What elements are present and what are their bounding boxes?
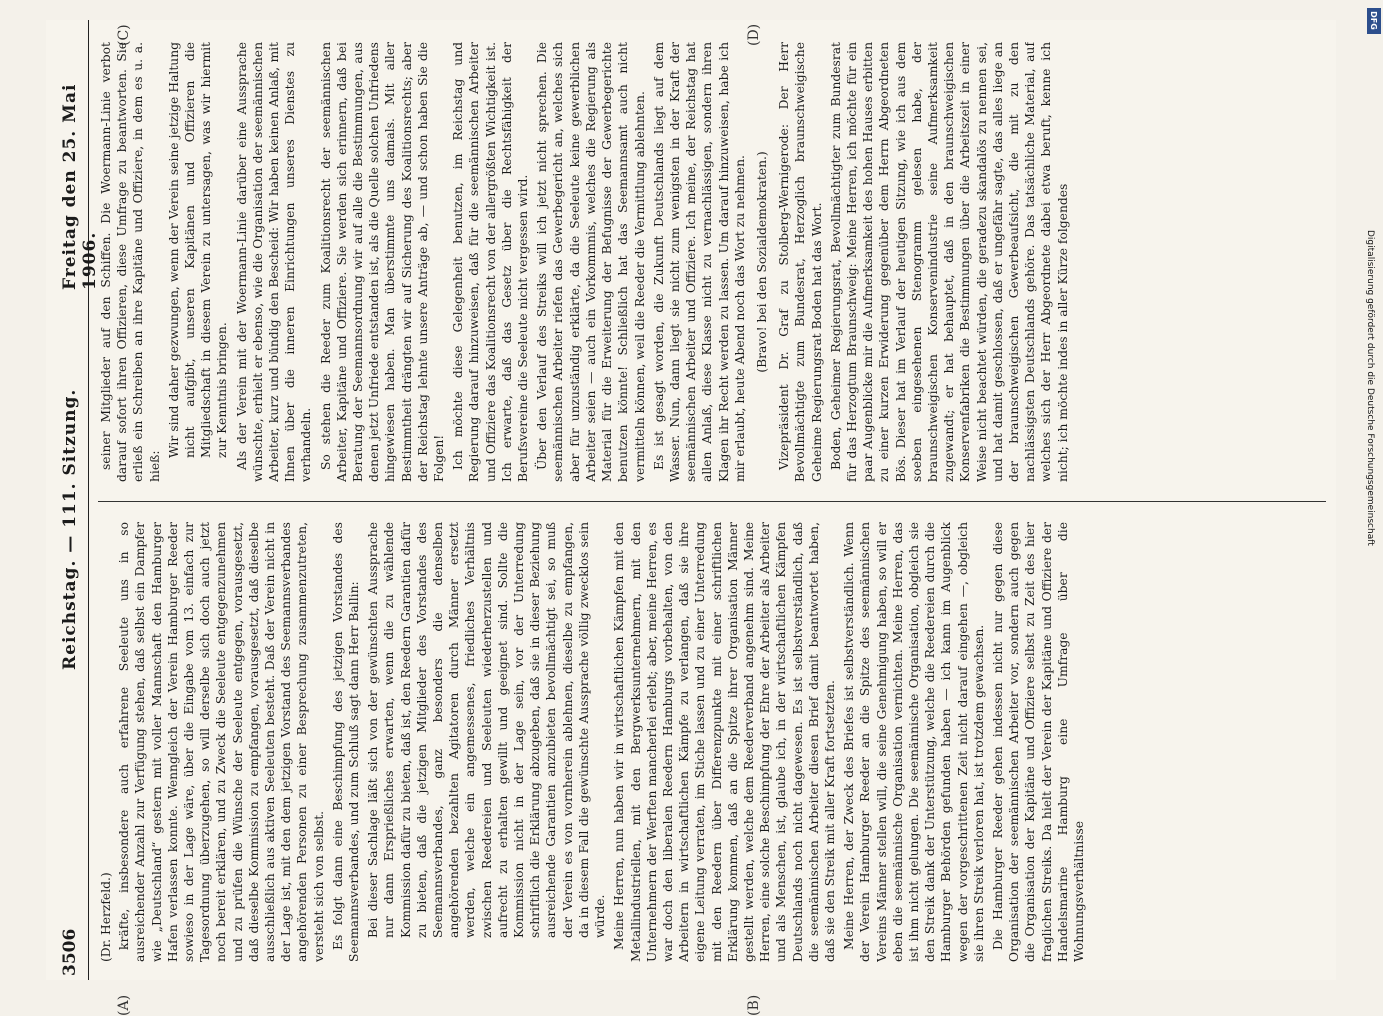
document-page bbox=[46, 20, 1336, 1016]
left-column bbox=[98, 522, 1326, 962]
speaker-label: (Dr. Herzfeld.) bbox=[99, 872, 113, 962]
page-number: 3506 bbox=[60, 928, 80, 976]
right-column bbox=[98, 42, 1326, 482]
paragraph: kräfte, insbesondere auch erfahrene Seeleute uns in so ausreichender Anzahl zur Verfügung stehen, daß selbst ein Dampfer wie „Deutschland“ gestern mit voller Mannschaft den Hamburger Hafen verlassen konnte. Wenngleich der Verein Hamburger Reeder sowieso in der Lage wäre, über die Eingabe vom 13. einfach zur Tagesordnung überzugehen, so will derselbe sich doch auch jetzt noch bereit erklären, und zu Zweck die Seeleute entgegenzunehmen und zu prüfen die Wünsche der Seeleute entgegen, vorausgesetzt, daß dieselbe Kommission zu empfangen, vorausgesetzt, daß dieselbe ausschließlich aus aktiven Seeleuten besteht. Daß der Verein nicht in der Lage ist, mit den dem jetzigen Vorstand des Seemannsverbandes angehörenden Personen zu einer Besprechung zusammenzutreten, versteht sich von selbst. bbox=[117, 522, 326, 962]
margin-marker-a: (A) bbox=[116, 994, 132, 1016]
margin-marker-c: (C) bbox=[116, 24, 132, 46]
boden-speech: Boden, Geheimer Regierungsrat, Bevollmächtigter zum Bundesrat für das Herzogtum Braunschweig: Meine Herren, ich möchte für ein paar Augenblicke mir die Aufmerksamkeit des hohen Hauses erbitten zu einer kurzen Erwiderung gegenüber dem Herrn Abgeordneten Bös. Dieser hat im Verlauf der heutigen Sitzung, wie ich aus dem soeben eingesehenen Stenogramm gelesen habe, der braunschweigischen Konservenindustrie seine Aufmerksamkeit zugewandt; er hat behauptet, daß in den braunschweigischen Konservenfabriken die Bestimmungen über die Arbeitszeit in einer Weise nicht beachtet würden, die geradezu skandalös zu nennen sei, und hat damit geschlossen, daß er ungefähr sagte, das alles liege an der braunschweigischen Gewerbeaufsicht, die mit zu den nachlässigsten Deutschlands gehöre. Das tatsächliche Material, auf welches sich der Herr Abgeordnete dabei etwa beruft, kenne ich nicht; ich möchte indes in aller Kürze folgendes bbox=[828, 42, 1070, 482]
paragraph: Über den Verlauf des Streiks will ich jetzt nicht sprechen. Die seemännischen Arbeiter riefen das Gewerbegericht an, welches sich aber für unzuständig erklärte, da die Seeleute keine gewerblichen Arbeiter seien — auch ein Vorkommnis, welches die Regierung als Material für die Erweiterung der Befugnisse der Gewerbegerichte benutzen könnte! Schließlich hat das Seemannsamt auch nicht vermitteln können, weil die Reeder die Vermittlung ablehnten. bbox=[535, 42, 647, 482]
paragraph: Meine Herren, der Zweck des Briefes ist selbstverständlich. Wenn der Verein Hamburger Reeder an die Spitze des seemännischen Vereins Männer stellen will, die seine Genehmigung haben, so will er eben die seemännische Organisation vernichten. Meine Herren, das ist ihm nicht gelungen. Die seemännische Organisation, obgleich sie den Streik dank der Unterstützung, welche die Reedereien durch die Hamburger Behörden gefunden haben — ich kann im Augenblick wegen der vorgeschrittenen Zeit nicht darauf eingehen —, obgleich sie ihren Streik verloren hat, ist trotzdem gewachsen. bbox=[842, 522, 986, 962]
applause-note: (Bravo! bei den Sozialdemokraten.) bbox=[754, 151, 769, 373]
paragraph: Ich möchte diese Gelegenheit benutzen, im Reichstag und Regierung darauf hinzuweisen, daß für die seemännischen Arbeiter und Offiziere das Koalitionsrecht von der allergrößten Wichtigkeit ist. Ich erwarte, daß das Gesetz über die Rechtsfähigkeit der Berufsvereine die Seeleute nicht vergessen wird. bbox=[451, 42, 531, 482]
paragraph: seiner Mitglieder auf den Schiffen. Die Woermann-Linie verbot darauf sofort ihren Offizieren, diese Umfrage zu beantworten. Sie erließ ein Schreiben an ihre Kapitäne und Offiziere, in dem es u. a. hieß: bbox=[99, 42, 162, 482]
margin-marker-d: (D) bbox=[746, 23, 762, 46]
paragraph: So stehen die Reeder zum Koalitionsrecht der seemännischen Arbeiter, Kapitäne und Offiziere. Sie werden sich erinnern, daß bei Beratung der Seemannsordnung wir auf alle die Bestimmungen, aus denen jetzt Unfriede entstanden ist, als die Quelle solchen Unfriedens hingewiesen haben. Man überstimmte uns damals. Mit aller Bestimmtheit drängten wir auf Sicherung des Koalitionsrechts; aber der Reichstag lehnte unsere Anträge ab, — und schon haben Sie die Folgen! bbox=[318, 42, 447, 482]
president-announcement: Vizepräsident Dr. Graf zu Stolberg-Wernigerode: Der Herr Bevollmächtigte zum Bundesrat, Herzoglich braunschweigische Geheime Regierungsrat Boden hat das Wort. bbox=[777, 42, 824, 482]
paragraph: Die Hamburger Reeder gehen indessen nicht nur gegen diese Organisation der seemännischen Arbeiter vor, sondern auch gegen die Organisation der Kapitäne und Offiziere selbst zu Zeit des hier fraglichen Streiks. Da hielt der Verein der Kapitäne und Offiziere der Handelsmarine Hamburg eine Umfrage über die Wohnungsverhältnisse bbox=[990, 522, 1086, 962]
margin-marker-b: (B) bbox=[746, 994, 762, 1016]
column-divider bbox=[98, 501, 1326, 502]
funding-credit-text: Digitalisierung gefördert durch die Deutsche Forschungsgemeinschaft bbox=[1365, 230, 1375, 546]
quoted-paragraph: Bei dieser Sachlage läßt sich von der gewünschten Aussprache nur dann Ersprießliches erwarten, wenn die zu wählende Kommission dafür zu bieten, daß ist, den Reedern Garantien dafür zu bieten, daß die jetzigen Mitglieder des Vorstandes des Seemannsverbandes, ganz besonders die denselben angehörenden bezahlten Agitatoren durch Männer ersetzt werden, welche ein angemessenes, friedliches Verhältnis zwischen Reedereien und Seeleuten wiederherzustellen und aufrecht zu erhalten gewillt und geeignet sind. Sollte die Kommission nicht in der Lage sein, vor der Unterredung schriftlich die Erklärung abzugeben, daß sie in dieser Beziehung ausreichende Garantien anzubieten bevollmächtigt sei, so muß der Verein es von vornherein ablehnen, dieselbe zu empfangen, da in diesem Fall die gewünschte Aussprache völlig zwecklos sein würde. bbox=[366, 522, 608, 938]
session-title: Reichstag. — 111. Sitzung. bbox=[60, 388, 80, 670]
paragraph: Es ist gesagt worden, die Zukunft Deutschlands liegt auf dem Wasser. Nun, dann liegt sie nicht zum wenigsten in der Kraft der seemännischen Arbeiter und Offiziere. Ich meine, der Reichstag hat allen Anlaß, diese Klasse nicht zu vernachlässigen, sondern ihren Klagen ihr Recht werden zu lassen. Um darauf hinzuweisen, habe ich mir erlaubt, heute Abend noch das Wort zu nehmen. bbox=[651, 42, 747, 482]
paragraph: Meine Herren, nun haben wir in wirtschaftlichen Kämpfen mit den Metallindustriellen, mit den Bergwerksunternehmern, mit den Unternehmern der Werften mancherlei erlebt; aber, meine Herren, es war doch den liberalen Reedern Hamburgs vorbehalten, von den Arbeitern in wirtschaftlichen Kämpfe zu verlangen, daß sie ihre eigene Leitung verraten, im Stiche lassen und zu einer Unterredung mit den Reedern über Differenzpunkte mit einer schriftlichen Erklärung kommen, daß an die Spitze ihrer Organisation Männer gestellt werden, welche dem Reederverband angenehm sind. Meine Herren, eine solche Beschimpfung der Ehre der Arbeiter als Arbeiter und als Menschen, ist, glaube ich, in der wirtschaftlichen Kämpfen Deutschlands noch nicht dagewesen. Es ist selbstverständlich, daß die seemännischen Arbeiter diesen Brief damit beantwortet haben, daß sie den Streik mit aller Kraft fortsetzten. bbox=[612, 522, 837, 962]
page-header bbox=[54, 20, 100, 980]
paragraph: Es folgt dann eine Beschimpfung des jetzigen Vorstandes des Seemannsverbandes, und zum Schluß sagt dann Herr Ballin: bbox=[330, 522, 362, 962]
funding-credit bbox=[1361, 230, 1377, 790]
quoted-paragraph: Wir sind daher gezwungen, wenn der Verein seine jetzige Haltung nicht aufgibt, unseren Kapitänen und Offizieren die Mitgliedschaft in diesem Verein zu untersagen, was wir hiermit zur Kenntnis bringen. bbox=[166, 42, 230, 458]
dfg-logo: DFG bbox=[1367, 8, 1381, 34]
session-date: Freitag den 25. Mai 1906. bbox=[60, 83, 100, 290]
paragraph: Als der Verein mit der Woermann-Linie darüber eine Aussprache wünschte, erhielt er ebenso, wie die Organisation der seemännischen Arbeiter, kurz und bündig den Bescheid: Wir haben keinen Anlaß, mit Ihnen über die inneren Einrichtungen unseres Dienstes zu verhandeln. bbox=[234, 42, 314, 482]
